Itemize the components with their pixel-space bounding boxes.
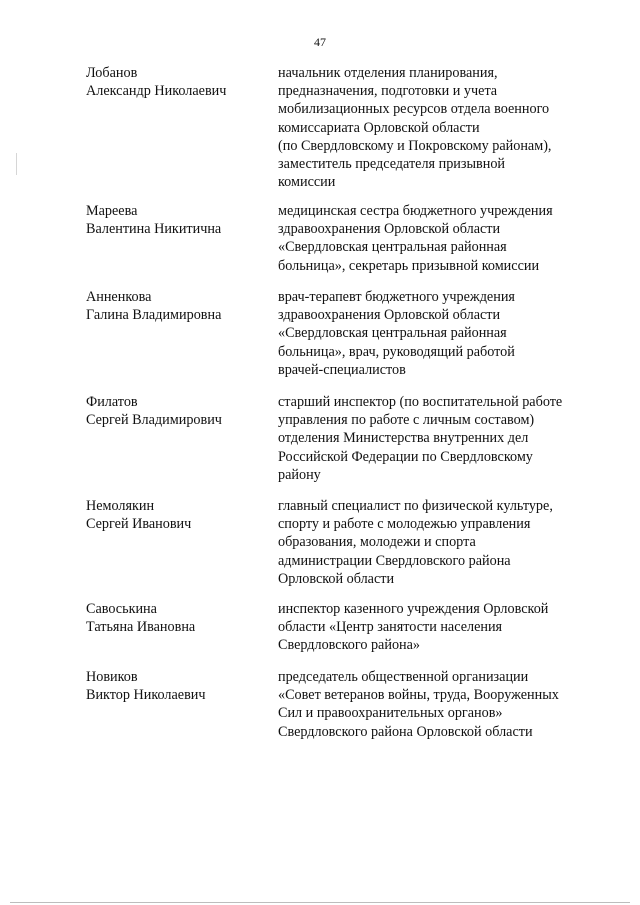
person-name [86, 668, 276, 704]
person-role: медицинская сестра бюджетного учреждения здравоохранения Орловской области «Свердловская центральная районная больница», секретарь призывной комиссии [278, 203, 553, 274]
person-name [86, 600, 276, 636]
person-name [86, 202, 276, 238]
person-name [86, 288, 276, 324]
person-role: инспектор казенного учреждения Орловской области «Центр занятости населения Свердловского района» [278, 601, 549, 654]
page-number: 47 [314, 35, 326, 49]
first-names: Александр Николаевич [86, 83, 227, 100]
last-name: Мареева [86, 203, 138, 219]
person-name [86, 64, 276, 100]
person-role: врач-терапевт бюджетного учреждения здравоохранения Орловской области «Свердловская центральная районная больница», врач, руководящий работой врачей-специалистов [278, 289, 515, 378]
first-names: Виктор Николаевич [86, 687, 206, 704]
person-role: председатель общественной организации «Совет ветеранов войны, труда, Вооруженных Сил и правоохранительных органов» Свердловского района Орловской области [278, 669, 559, 740]
first-names: Татьяна Ивановна [86, 619, 196, 636]
last-name: Филатов [86, 394, 138, 410]
person-role: начальник отделения планирования, предназначения, подготовки и учета мобилизационных ресурсов отдела военного комиссариата Орловской области (по Свердловскому и Покровскому районам), заместитель председателя призывной комиссии [278, 65, 552, 191]
last-name: Савоськина [86, 601, 157, 617]
first-names: Сергей Иванович [86, 516, 192, 533]
last-name: Лобанов [86, 65, 138, 81]
person-name [86, 497, 276, 533]
person-role: главный специалист по физической культуре, спорту и работе с молодежью управления образования, молодежи и спорта администрации Свердловского района Орловской области [278, 498, 553, 587]
last-name: Анненкова [86, 289, 152, 305]
first-names: Валентина Никитична [86, 221, 222, 238]
last-name: Немолякин [86, 498, 155, 514]
scan-margin-mark [16, 153, 17, 175]
scan-edge-line [10, 902, 630, 903]
first-names: Сергей Владимирович [86, 412, 222, 429]
person-role: старший инспектор (по воспитательной работе управления по работе с личным составом) отделения Министерства внутренних дел Российской Федерации по Свердловскому району [278, 394, 563, 483]
first-names: Галина Владимировна [86, 307, 222, 324]
last-name: Новиков [86, 669, 138, 685]
person-name [86, 393, 276, 429]
